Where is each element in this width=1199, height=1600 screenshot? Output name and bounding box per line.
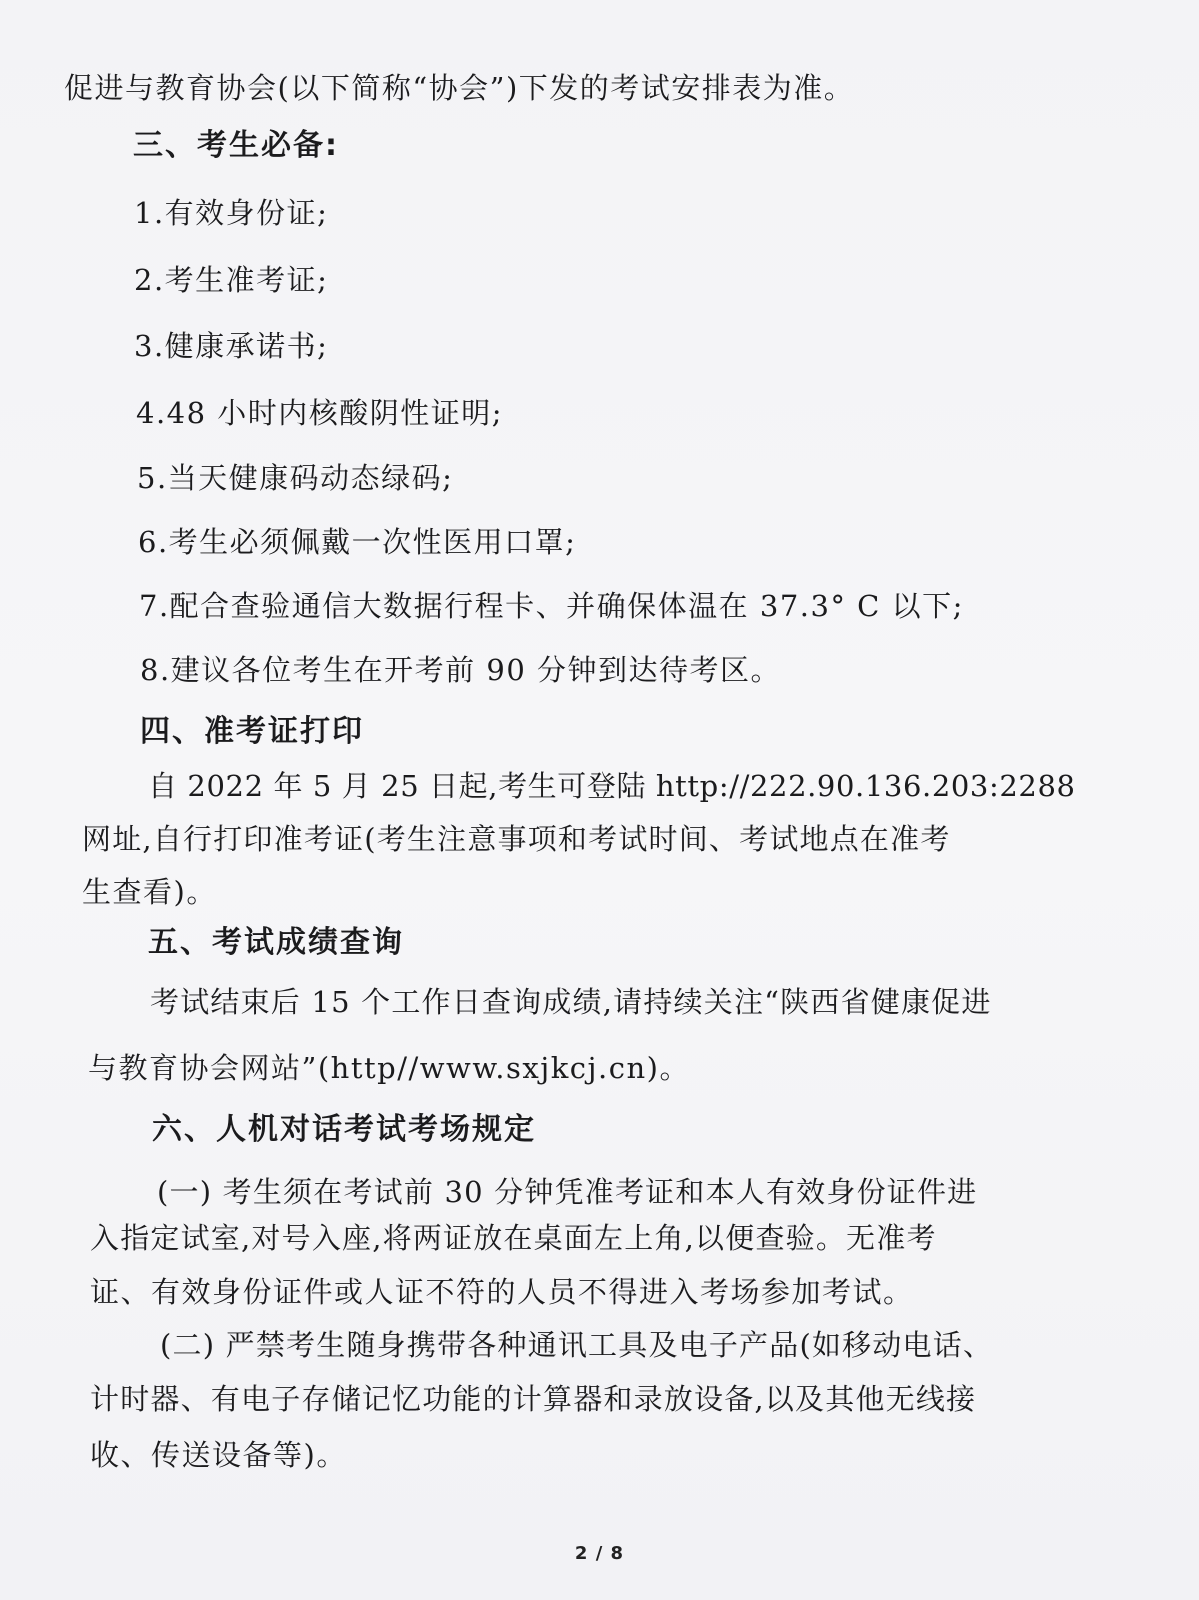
text-line: 证、有效身份证件或人证不符的人员不得进入考场参加考试。 <box>90 1275 914 1309</box>
list-item: 1.有效身份证; <box>134 196 329 230</box>
text-line: 计时器、有电子存储记忆功能的计算器和录放设备,以及其他无线接 <box>90 1382 977 1416</box>
text-line: 考试结束后 15 个工作日查询成绩,请持续关注“陕西省健康促进 <box>150 985 992 1019</box>
list-item: 8.建议各位考生在开考前 90 分钟到达待考区。 <box>140 653 782 687</box>
list-item: 2.考生准考证; <box>134 263 329 297</box>
text-line: 网址,自行打印准考证(考生注意事项和考试时间、考试地点在准考 <box>82 822 951 856</box>
text-line: (一) 考生须在考试前 30 分钟凭准考证和本人有效身份证件进 <box>157 1175 978 1209</box>
page-number: 2 / 8 <box>574 1543 625 1564</box>
section-heading-4: 四、准考证打印 <box>140 714 364 749</box>
text-line: 生查看)。 <box>82 875 217 909</box>
text-line: 入指定试室,对号入座,将两证放在桌面左上角,以便查验。无准考 <box>90 1221 937 1255</box>
section-heading-6: 六、人机对话考试考场规定 <box>152 1112 536 1147</box>
section-heading-5: 五、考试成绩查询 <box>148 925 404 960</box>
list-item: 3.健康承诺书; <box>134 329 329 363</box>
text-line: (二) 严禁考生随身携带各种通讯工具及电子产品(如移动电话、 <box>160 1328 994 1362</box>
text-line: 收、传送设备等)。 <box>90 1438 347 1472</box>
section-heading-3: 三、考生必备: <box>133 128 339 163</box>
list-item: 5.当天健康码动态绿码; <box>137 461 454 495</box>
text-line: 与教育协会网站”(http//www.sxjkcj.cn)。 <box>88 1051 690 1085</box>
list-item: 6.考生必须佩戴一次性医用口罩; <box>138 525 577 559</box>
text-line: 促进与教育协会(以下简称“协会”)下发的考试安排表为准。 <box>64 71 855 105</box>
text-line: 自 2022 年 5 月 25 日起,考生可登陆 http://222.90.136.203:2288 <box>148 769 1076 803</box>
list-item: 7.配合查验通信大数据行程卡、并确保体温在 37.3° C 以下; <box>139 589 964 623</box>
list-item: 4.48 小时内核酸阴性证明; <box>136 396 504 430</box>
